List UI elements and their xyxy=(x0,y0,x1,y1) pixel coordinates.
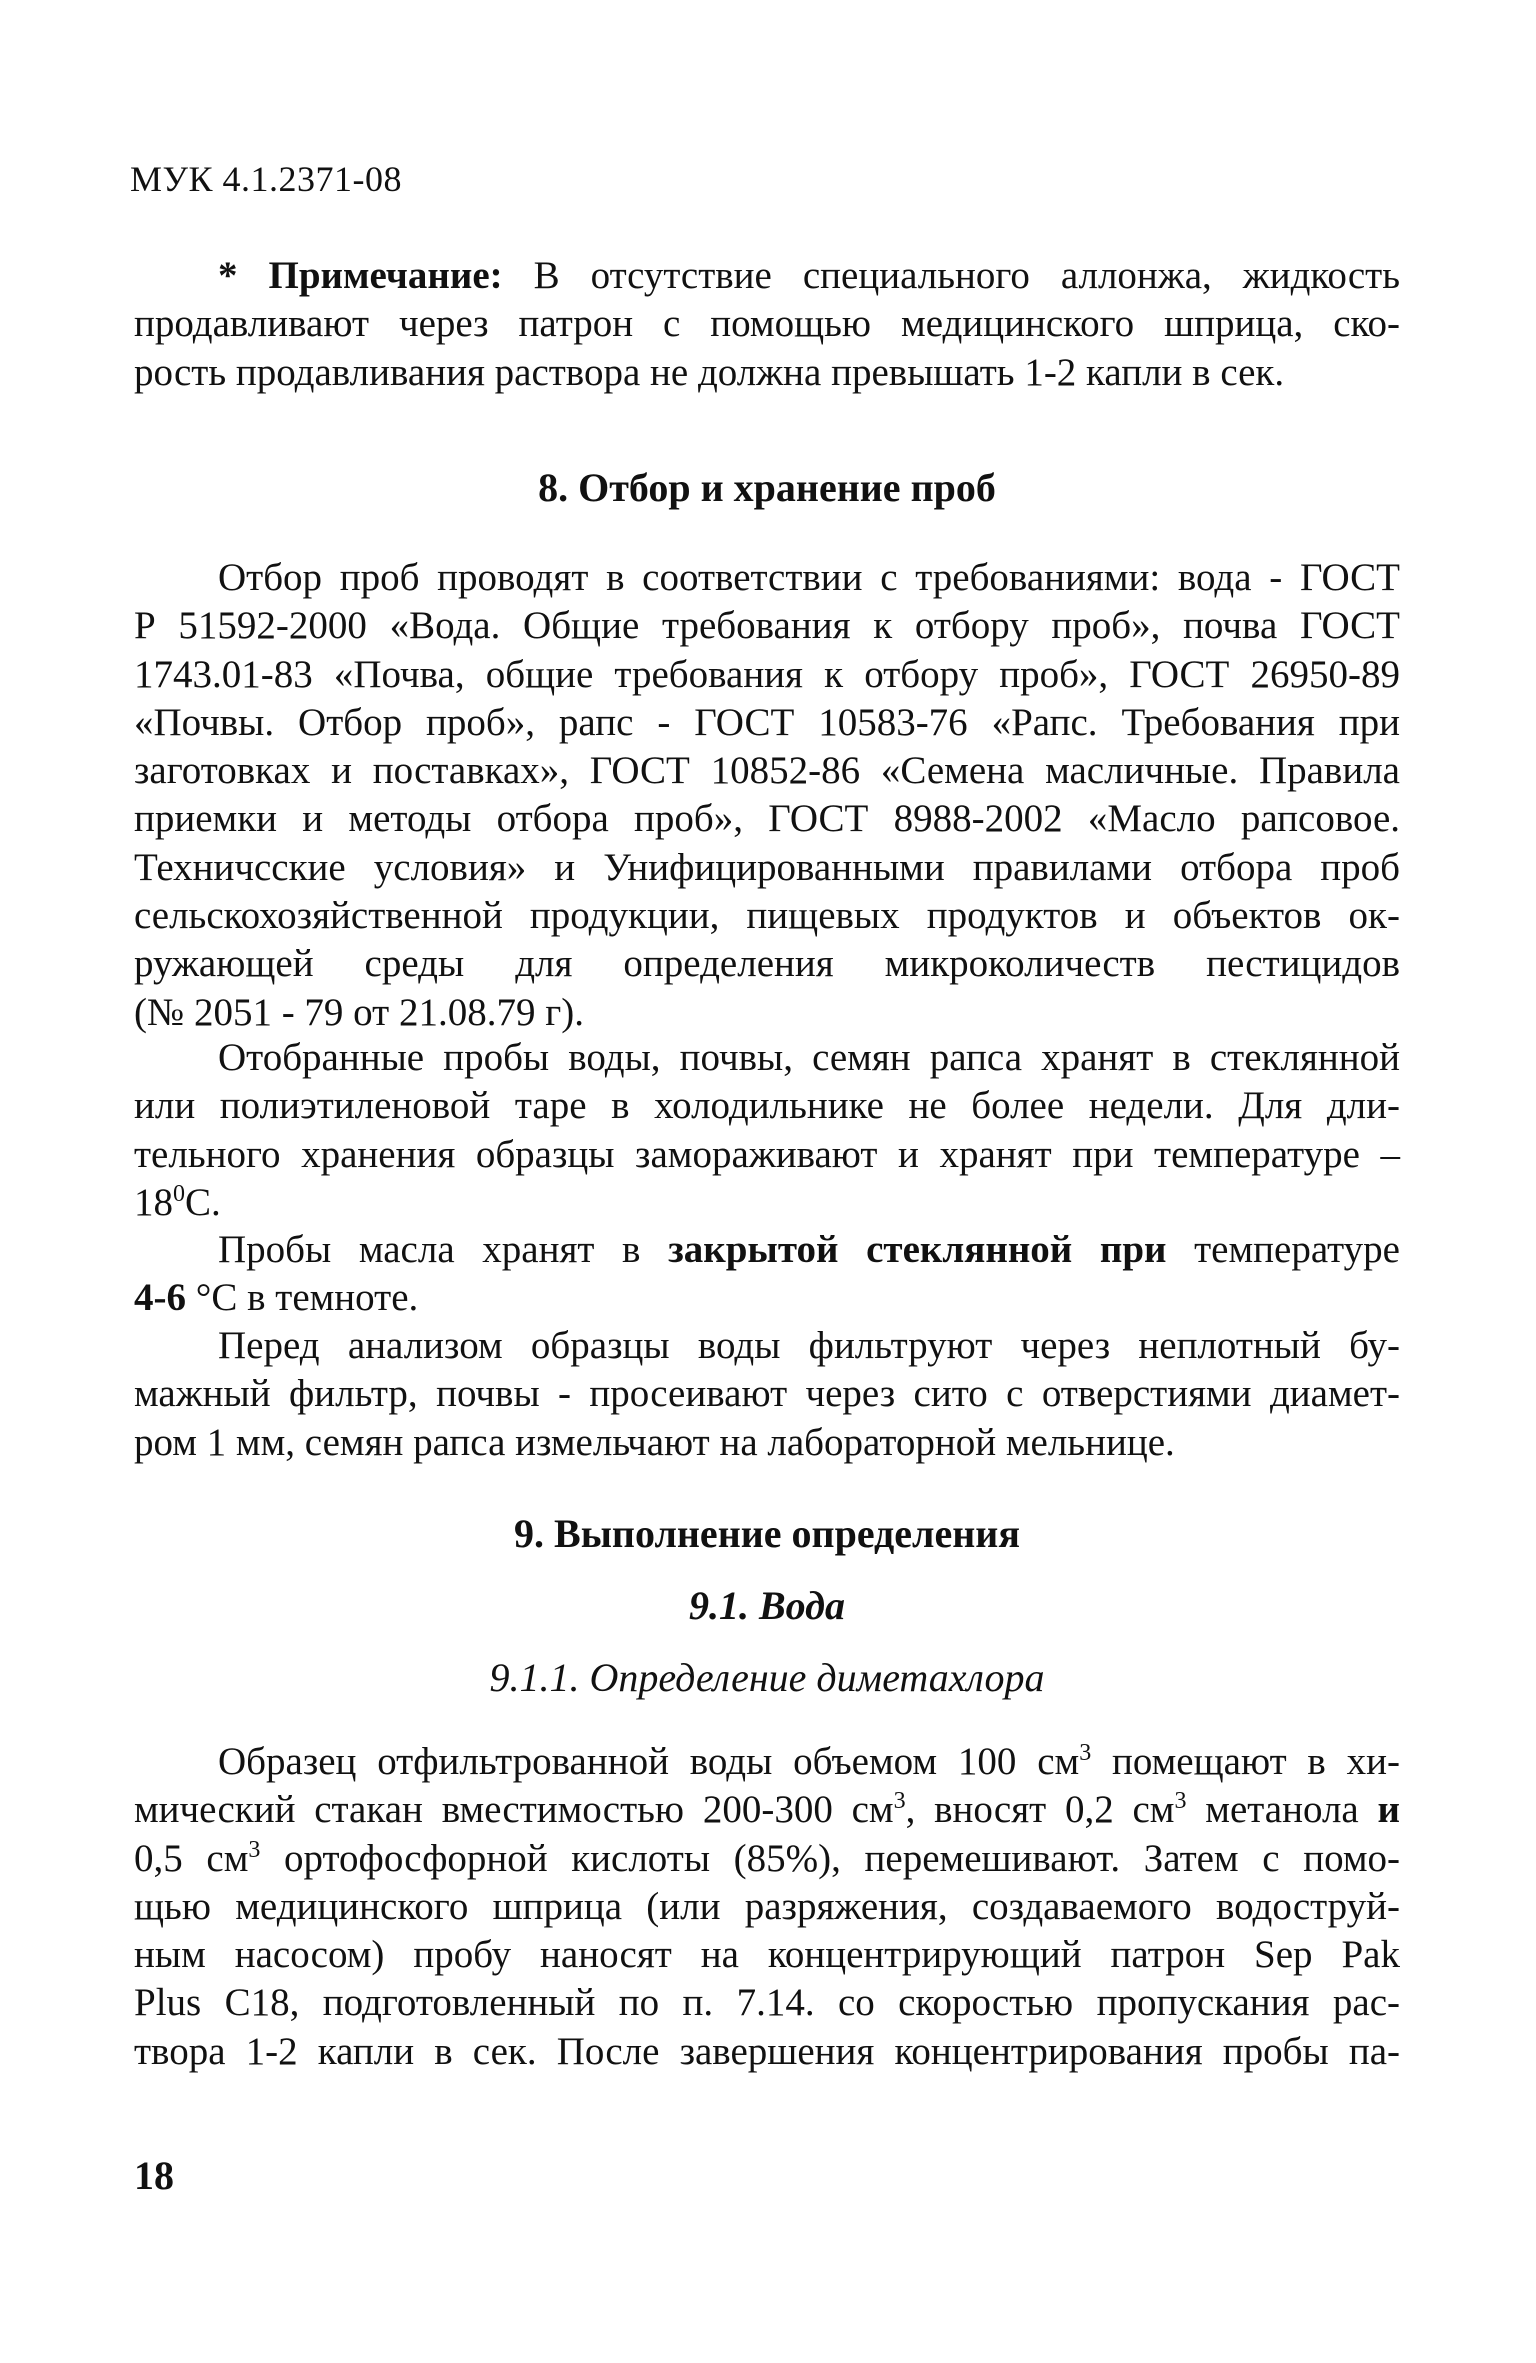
note-line-1: * Примечание: В отсутствие специального аллонжа, жидкость xyxy=(218,254,1401,297)
section-8-paragraph-3: Пробы масла хранят в закрытой стеклянной при температуре 4-6 °С в темноте. xyxy=(134,1228,1400,1320)
section-8-title: 8. Отбор и хранение проб xyxy=(538,465,996,510)
section-8-paragraph-4: Перед анализом образцы воды фильтруют через неплотный бу- мажный фильтр, почвы - просеивают через сито с отверстиями диамет- ром 1 мм, семян рапса измельчают на лабораторной мельнице. xyxy=(134,1324,1400,1464)
doc-code-header: МУК 4.1.2371-08 xyxy=(130,159,402,199)
note-paragraph xyxy=(134,252,1400,397)
section-8-paragraph-1: Отбор проб проводят в соответствии с требованиями: вода - ГОСТ Р 51592-2000 «Вода. Общие требования к отбору проб», почва ГОСТ 1743.01-83 «Почва, общие требования к отбору проб», ГОСТ 26950-89 «Почвы. Отбор проб», рапс - ГОСТ 10583-76 «Рапс. Требования при заготовках и поставках», ГОСТ 10852-86 «Семена масличные. Правила приемки и методы отбора проб», ГОСТ 8988-2002 «Масло рапсовое. Техничсские условия» и Унифицированными правилами отбора проб сельскохозяйственной продукции, пищевых продуктов и объектов ок- ружающей среды для определения микроколичеств пестицидов (№ 2051 - 79 от 21.08.79 г). xyxy=(134,556,1400,1034)
section-9-title: 9. Выполнение определения xyxy=(514,1511,1020,1556)
section-9-1-1-title: 9.1.1. Определение диметахлора xyxy=(489,1655,1045,1700)
note-star: * xyxy=(218,254,269,297)
section-9-paragraph-1: Образец отфильтрованной воды объемом 100 $см^3$ помещают в хи- мический стакан вместимостью 200-300 $см^3$, вносят 0,2 $см^3$ метанола и 0,5 $см^3$ ортофосфорной кислоты (85%), перемешивают. Затем с помо- щью медицинского шприца (или разряжения, создаваемого водоструй- ным насосом) пробу наносят на концентрирующий патрон Sep Pak Plus C18, подготовленный по п. 7.14. со скоростью пропускания рас- твора 1-2 капли в сек. После завершения концентрирования пробы па- xyxy=(134,1740,1400,2073)
temperature-line: $18^0С$. xyxy=(134,1180,221,1224)
note-line-2: продавливают через патрон с помощью медицинского шприца, ско- xyxy=(134,302,1400,346)
section-8-paragraph-2: Отобранные пробы воды, почвы, семян рапса хранят в стеклянной или полиэтиленовой таре в холодильнике не более недели. Для дли- тельного хранения образцы замораживают и хранят при температуре – $18^0С$. xyxy=(134,1034,1400,1227)
note-line-3: рость продавливания раствора не должна превышать 1-2 капли в сек. xyxy=(134,350,1285,394)
note-label: Примечание: xyxy=(268,254,503,297)
page-number: 18 xyxy=(134,2153,174,2198)
section-9-1-title: 9.1. Вода xyxy=(689,1583,845,1628)
